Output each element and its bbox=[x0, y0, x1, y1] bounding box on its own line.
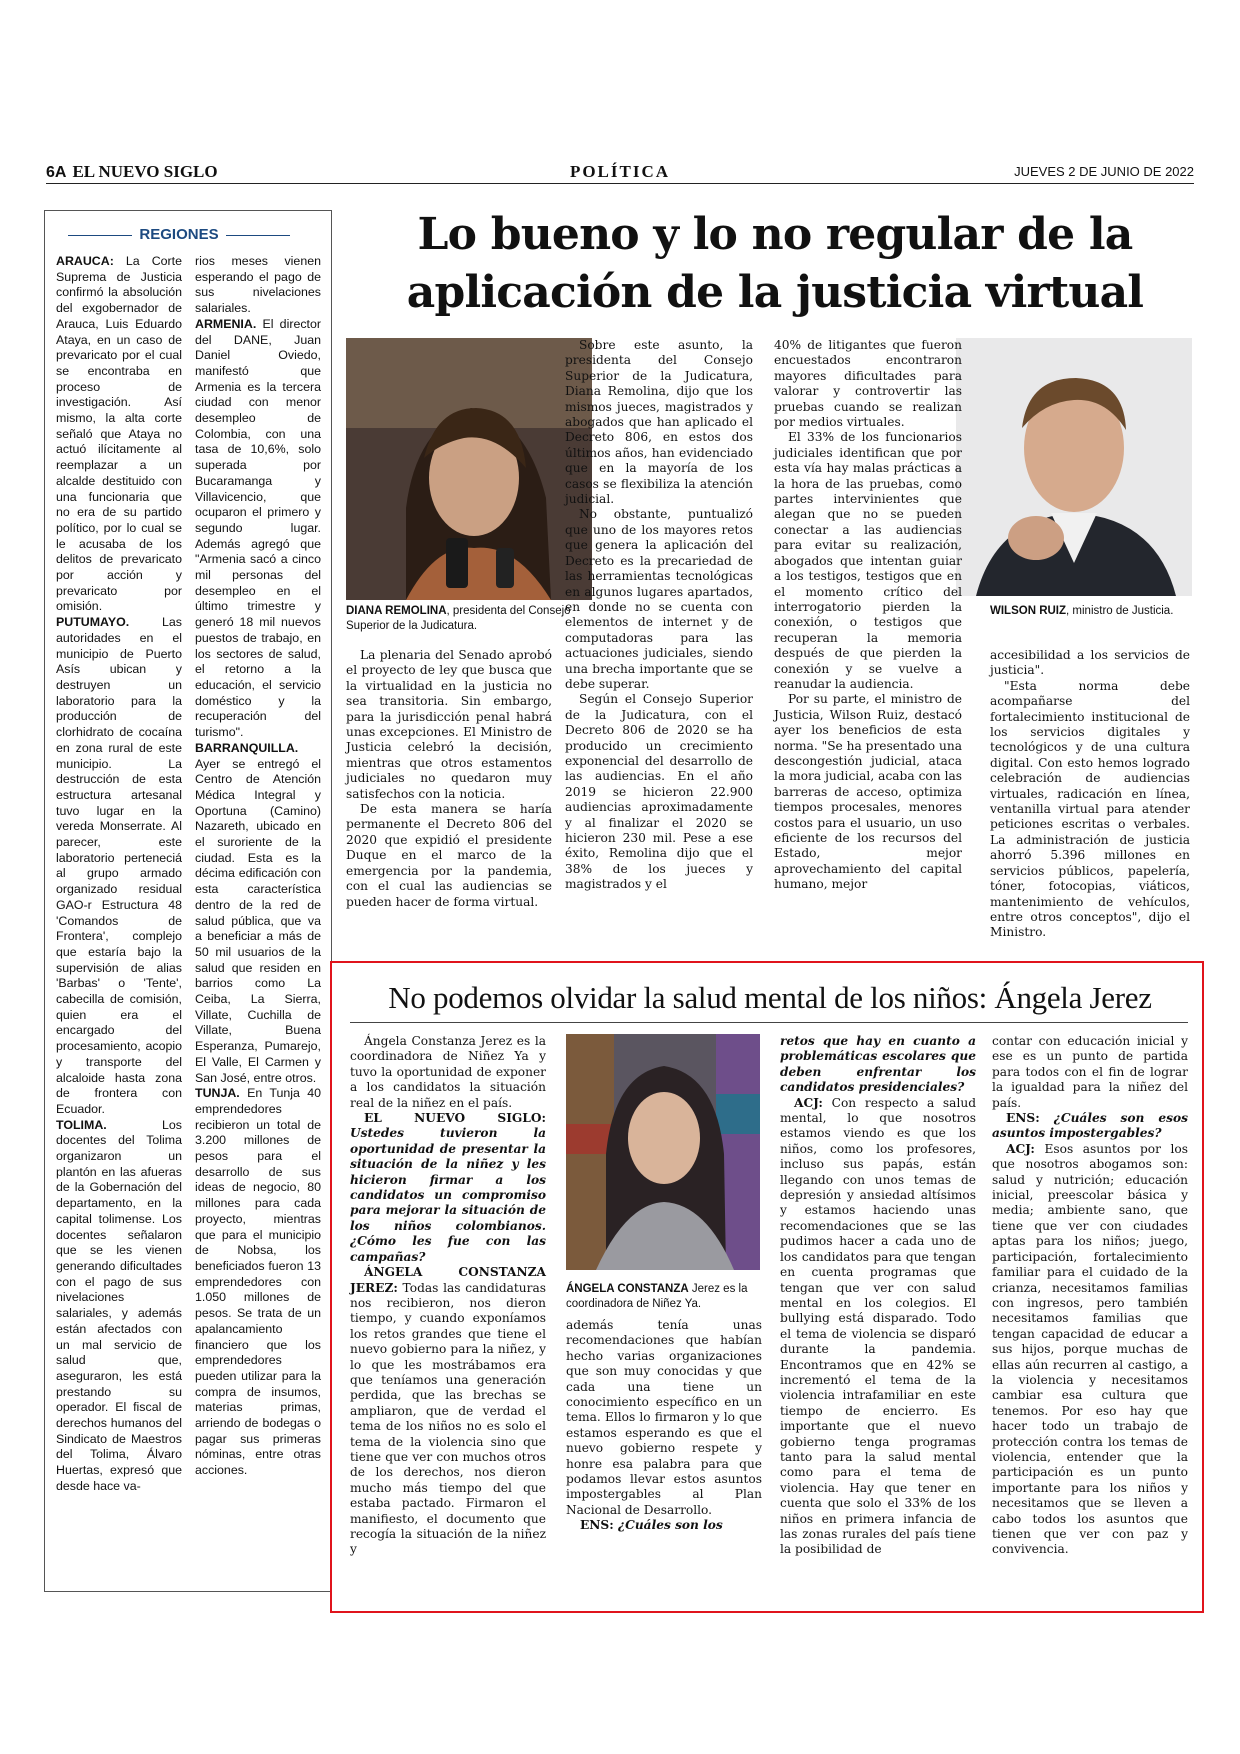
interview-intro: Ángela Constanza Jerez es la coordinadora de Niñez Ya y tuvo la oportunidad de exponer a los candidatos la situación real de la niñez en el país. bbox=[350, 1034, 546, 1110]
story-paragraph: No obstante, puntualizó que uno de los mayores retos que genera la aplicación del Decreto es la precariedad de las herramientas tecnológicas en algunos lugares apartados, en donde no se cuenta con elementos de internet y de computadoras para las actuaciones judiciales, siendo una brecha importante que se debe superar. bbox=[565, 507, 753, 691]
section-name: POLÍTICA bbox=[569, 162, 671, 181]
story-paragraph: accesibilidad a los servicios de justicia". bbox=[990, 648, 1190, 678]
caption-angela-jerez: ÁNGELA CONSTANZA Jerez es la coordinadora de Niñez Ya. bbox=[566, 1283, 748, 1310]
issue-date: JUEVES 2 DE JUNIO DE 2022 bbox=[1014, 164, 1194, 179]
story-paragraph: El 33% de los funcionarios judiciales identifican que por esta vía hay malas prácticas a la hora de las pruebas, como partes intervinientes que alegan que no se pueden conectar a las audiencias para evitar su realización, abogados que intentan guiar a los testigos, testigos que en el momento crítico del interrogatorio pierden la conexión, o testigos que recuperan la memoria después de que pierden la conexión y se vuelve a reanudar la audiencia. bbox=[774, 430, 962, 691]
brief-arauca: ARAUCA: La Corte Suprema de Justicia confirmó la absolución del exgobernador de Arauca, Luis Eduardo Ataya, en un caso de prevaricato por el cual se encontraba en proceso de investigación. Así mismo, la alta corte señaló que Ataya no actuó ilícitamente al reemplazar a un alcalde destituido con una funcionaria que no era de su partido político, por lo cual se le acusaba de los delitos de prevaricato por acción y prevaricato por omisión. bbox=[56, 254, 182, 614]
answer-1-cont: además tenía unas recomendaciones que habían hecho varias organizaciones que son muy conocidas y que cada una tiene un conocimiento específico en un tema. Ellos lo firmaron y lo que estamos esperando es que el nuevo gobierno respete y honre esa palabra para que podamos llevar estos asuntos impostergables al Plan Nacional de Desarrollo. bbox=[566, 1318, 762, 1517]
story-column-1 bbox=[346, 648, 552, 910]
interview-column-2 bbox=[566, 1318, 762, 1534]
caption-wilson-ruiz: WILSON RUIZ, ministro de Justicia. bbox=[990, 605, 1174, 617]
story-paragraph: "Esta norma debe acompañarse del fortalecimiento institucional de los servicios digitales y tecnológicos y de una cultura digital. Con esto hemos logrado celebración de audiencias virtuales, radicación en línea, ventanilla virtual para atender peticiones escritas o verbales. La administración de justicia ahorró 5.396 millones en servicios públicos, papelería, tóner, fotocopias, viáticos, mantenimiento de vehículos, entre otros conceptos", dijo el Ministro. bbox=[990, 678, 1190, 940]
story-column-4 bbox=[990, 648, 1190, 941]
interview-column-4 bbox=[992, 1034, 1188, 1558]
portrait-woman-icon bbox=[346, 338, 592, 600]
main-headline: Lo bueno y lo no regular de la aplicación de la justicia virtual bbox=[406, 209, 1144, 318]
regiones-title: REGIONES bbox=[54, 226, 304, 243]
masthead bbox=[46, 162, 1194, 184]
photo-angela-jerez bbox=[566, 1034, 760, 1270]
paper-name: EL NUEVO SIGLO bbox=[72, 162, 218, 181]
answer-2-cont: contar con educación inicial y ese es un punto de partida para todos con el fin de lograr la igualdad para la niñez del país. bbox=[992, 1034, 1188, 1110]
regiones-column-1 bbox=[56, 254, 182, 1495]
brief-tunja: TUNJA. En Tunja 40 emprendedores recibieron un total de 3.200 millones de pesos para el desarrollo de sus ideas de negocio, 80 millones para cada proyecto, mientras que para el municipio de Nobsa, los beneficiados fueron 13 emprendedores con 1.050 millones de pesos. Se trata de un apalancamiento financiero que los emprendedores pueden utilizar para la compra de insumos, materias primas, arriendo de bodegas o pagar sus primeras nóminas, entre otras acciones. bbox=[195, 1086, 321, 1478]
photo-wilson-ruiz bbox=[956, 338, 1192, 596]
story-paragraph: Según el Consejo Superior de la Judicatura, con el Decreto 806 de 2020 se ha producido un crecimiento exponencial del desarrollo de las audiencias. En el año 2019 se hicieron 22.900 audiencias aproximadamente y al finalizar el 2020 se hicieron 230 mil. Pese a ese éxito, Remolina dijo que el 38% de los jueces y magistrados y el bbox=[565, 692, 753, 892]
story-paragraph: La plenaria del Senado aprobó el proyecto de ley que busca que la virtualidad en la justicia no sea transitoria. Sin embargo, para la jurisdicción penal habrá unas excepciones. El Ministro de Justicia celebró la decisión, mientras que otros estamentos judiciales no quedaron muy satisfechos con la noticia. bbox=[346, 648, 552, 801]
interview-column-1 bbox=[350, 1034, 546, 1558]
caption-diana-remolina: DIANA REMOLINA, presidenta del Consejo Superior de la Judicatura. bbox=[346, 605, 571, 632]
brief-armenia: ARMENIA. El director del DANE, Juan Daniel Oviedo, manifestó que Armenia es la tercera ciudad con menor desempleo de Colombia, con una tasa de 10,6%, solo superada por Bucaramanga y Villavicencio, que ocuparon el primero y segundo lugar. Además agregó que "Armenia sacó a cinco mil personas del desempleo en el último trimestre y generó 18 mil nuevos puestos de trabajo, en los sectores de salud, el retorno a la educación, el servicio doméstico y la recuperación del turismo". bbox=[195, 316, 321, 740]
regiones-column-2 bbox=[195, 254, 321, 1479]
story-column-3 bbox=[774, 338, 962, 893]
brief-tolima-cont: rios meses vienen esperando el pago de sus nivelaciones salariales. bbox=[195, 254, 321, 316]
portrait-woman-bookshelf-icon bbox=[566, 1034, 760, 1270]
story-paragraph: 40% de litigantes que fueron encuestados encontraron mayores dificultades para valorar y controvertir las pruebas cuando se realizan por medios virtuales. bbox=[774, 338, 962, 430]
story-column-2 bbox=[565, 338, 753, 893]
story-paragraph: Sobre este asunto, la presidenta del Consejo Superior de la Judicatura, Diana Remolina, dijo que los mismos jueces, magistrados y abogados que han aplicado el Decreto 806, en estos dos últimos años, han evidenciado que en la mayoría de los casos se flexibiliza la atención judicial. bbox=[565, 338, 753, 507]
interview-divider bbox=[350, 1022, 1188, 1023]
portrait-man-icon bbox=[956, 338, 1192, 596]
brief-tolima: TOLIMA. Los docentes del Tolima organizaron un plantón en las afueras de la Gobernación del departamento, en la capital tolimense. Los docentes señalaron que se les vienen generando dificultades con el pago de sus nivelaciones salariales, y además están afectados con un mal servicio de salud que, aseguraron, les está prestando su operador. El fiscal de derechos humanos del Sindicato de Maestros del Tolima, Álvaro Huertas, expresó que desde hace va- bbox=[56, 1117, 182, 1493]
story-paragraph: Por su parte, el ministro de Justicia, Wilson Ruiz, destacó ayer los beneficios de esta norma. "Se ha presentado una descongestión judicial, ataca la mora judicial, acaba con las barreras de acceso, optimiza tiempos procesales, menores costos para el usuario, un uso eficiente de los recursos del Estado, mejor aprovechamiento del capital humano, mejor bbox=[774, 692, 962, 892]
brief-barranquilla: BARRANQUILLA. Ayer se entregó el Centro de Atención Médica Integral y Oportuna (Camino) Nazareth, ubicado en el suroriente de la ciudad. Esta es la décima edificación con esta característica dentro de la red de salud pública, que va a beneficiar a más de 50 mil usuarios de la salud que residen en barrios como La Ceiba, La Sierra, Villate, Cuchilla de Villate, Buena Esperanza, Pumarejo, El Valle, El Carmen y San José, entre otros. bbox=[195, 740, 321, 1085]
interview-column-3 bbox=[780, 1034, 976, 1558]
question-3: ENS: ¿Cuáles son esos asuntos impostergables? bbox=[992, 1111, 1188, 1141]
photo-diana-remolina bbox=[346, 338, 592, 600]
answer-2: ACJ: Con respecto a salud mental, lo que nosotros estamos viendo es que los niños, como los profesores, incluso sus papás, están llegando con unos temas de depresión y ansiedad altísimos y estamos haciendo unas recomendaciones que se las pudimos hacer a cada uno de los candidatos para que tengan en cuenta programas que tengan que ver con salud mental en los colegios. El bullying está disparado. Todo el tema de violencia se disparó durante la pandemia. Encontramos que en 42% se incrementó el tema de la violencia intrafamiliar en este tiempo de encierro. Es importante que el nuevo gobierno tenga programas tanto para la salud mental como para el tema de violencia. Hay que tener en cuenta que solo el 33% de los niños en primera infancia de las zonas rurales del país tiene la posibilidad de bbox=[780, 1095, 976, 1557]
brief-putumayo: PUTUMAYO. Las autoridades en el municipio de Puerto Asís ubican y destruyen un laboratorio para la producción de clorhidrato de cocaína en zona rural de este municipio. La destrucción de esta estructura artesanal tuvo lugar en la vereda Monserrate. Al parecer, este laboratorio perteneciá al grupo armado organizado residual GAO-r Estructura 48 'Comandos de Frontera', complejo que estaría bajo la supervisión de alias 'Barbas' o 'Tente', cabecilla de comisión, quien era el encargado del procesamiento, acopio y transporte del alcaloide hasta zona de frontera con Ecuador. bbox=[56, 615, 182, 1116]
answer-1: ÁNGELA CONSTANZA JEREZ: Todas las candidaturas nos recibieron, nos dieron tiempo, y cuando exponíamos los retos grandes que tiene el nuevo gobierno para la niñez, y lo que les mostrábamos era que teníamos una generación perdida, que las brechas se ampliaron, que de verdad el tema de los niños no es solo el tema de la violencia sino que tiene que ver con muchos otros de los derechos, nos dieron mucho más tiempo del que estaba pactado. Firmaron el manifiesto, el documento que recogía la situación de la niñez y bbox=[350, 1265, 546, 1557]
question-2-start: ENS: ¿Cuáles son los bbox=[580, 1518, 723, 1533]
story-paragraph: De esta manera se haría permanente el Decreto 806 del 2020 que expidió el presidente Duque en el marco de la emergencia por la pandemia, con el cual las audiencias se pueden hacer de forma virtual. bbox=[346, 802, 552, 909]
interview-headline: No podemos olvidar la salud mental de los niños: Ángela Jerez bbox=[388, 980, 1152, 1015]
answer-3: ACJ: Esos asuntos por los que nosotros abogamos son: salud y nutrición; educación inicial, preescolar básica y media; ambiente sano, que tiene que ver con ciudades aptas para los niños; juego, participación, fortalecimiento familiar para el cuidado de la crianza, necesitamos familias con ingresos, pero también necesitamos familias que tengan capacidad de educar a sus hijos, porque muchas de ellas aún recurren al castigo, a la violencia y necesitamos cambiar esa cultura que tenemos. Por eso hay que hacer todo un trabajo de protección contra los temas de violencia, entender que la participación es un punto importante para los niños y necesitamos que se lleven a cabo todos los asuntos que tienen que ver con paz y convivencia. bbox=[992, 1141, 1188, 1557]
page-number: 6A bbox=[46, 164, 67, 181]
question-1: EL NUEVO SIGLO: Ustedes tuvieron la oportunidad de presentar la situación de la niñez y les hicieron firmar a los candidatos un compromiso para mejorar la situación de los niños colombianos. ¿Cómo les fue con las campañas? bbox=[350, 1111, 546, 1264]
question-2-cont: retos que hay en cuanto a problemáticas escolares que deben enfrentar los candidatos presidenciales? bbox=[780, 1034, 976, 1095]
